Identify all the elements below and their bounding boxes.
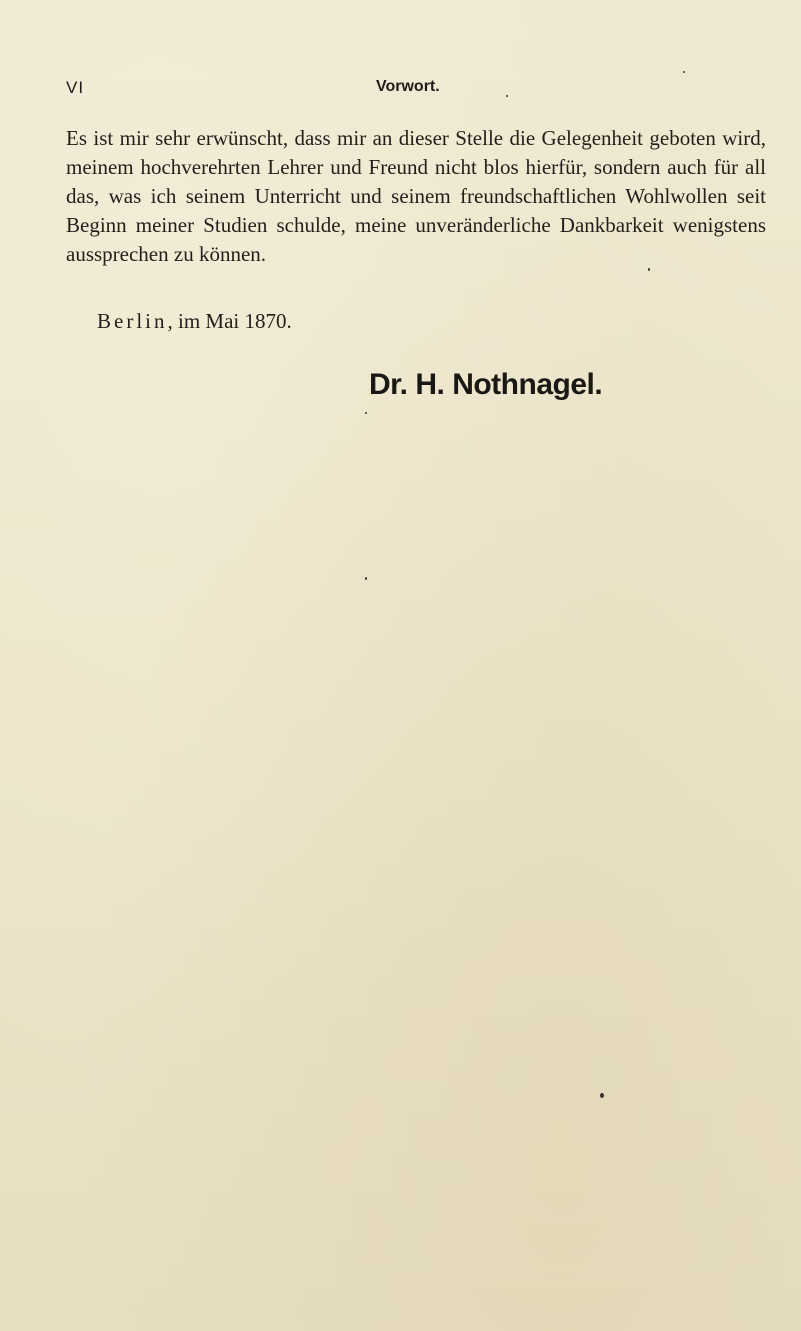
paper-speck — [600, 1093, 604, 1098]
dateline-place: Berlin — [97, 309, 168, 333]
paper-speck — [506, 95, 508, 97]
author-signature: Dr. H. Nothnagel. — [369, 368, 603, 401]
running-head: Vorwort. — [376, 78, 440, 95]
paper-speck — [365, 577, 367, 580]
paper-speck — [683, 71, 685, 73]
paper-speck — [365, 412, 367, 414]
page-header — [66, 78, 446, 108]
preface-text — [66, 124, 766, 269]
page-number: VI — [66, 78, 85, 97]
dateline-date: , im Mai 1870. — [167, 309, 292, 333]
preface-paragraph: Es ist mir sehr erwünscht, dass mir an dieser Stelle die Gelegenheit geboten wird, meinem hochverehrten Lehrer und Freund nicht blos hierfür, sondern auch für all das, was ich seinem Unterricht und seinem freundschaftlichen Wohlwollen seit Beginn meiner Studien schulde, meine unveränderliche Dankbarkeit wenigstens aussprechen zu können. — [66, 126, 766, 266]
dateline — [97, 307, 292, 336]
paper-speck — [648, 268, 650, 271]
